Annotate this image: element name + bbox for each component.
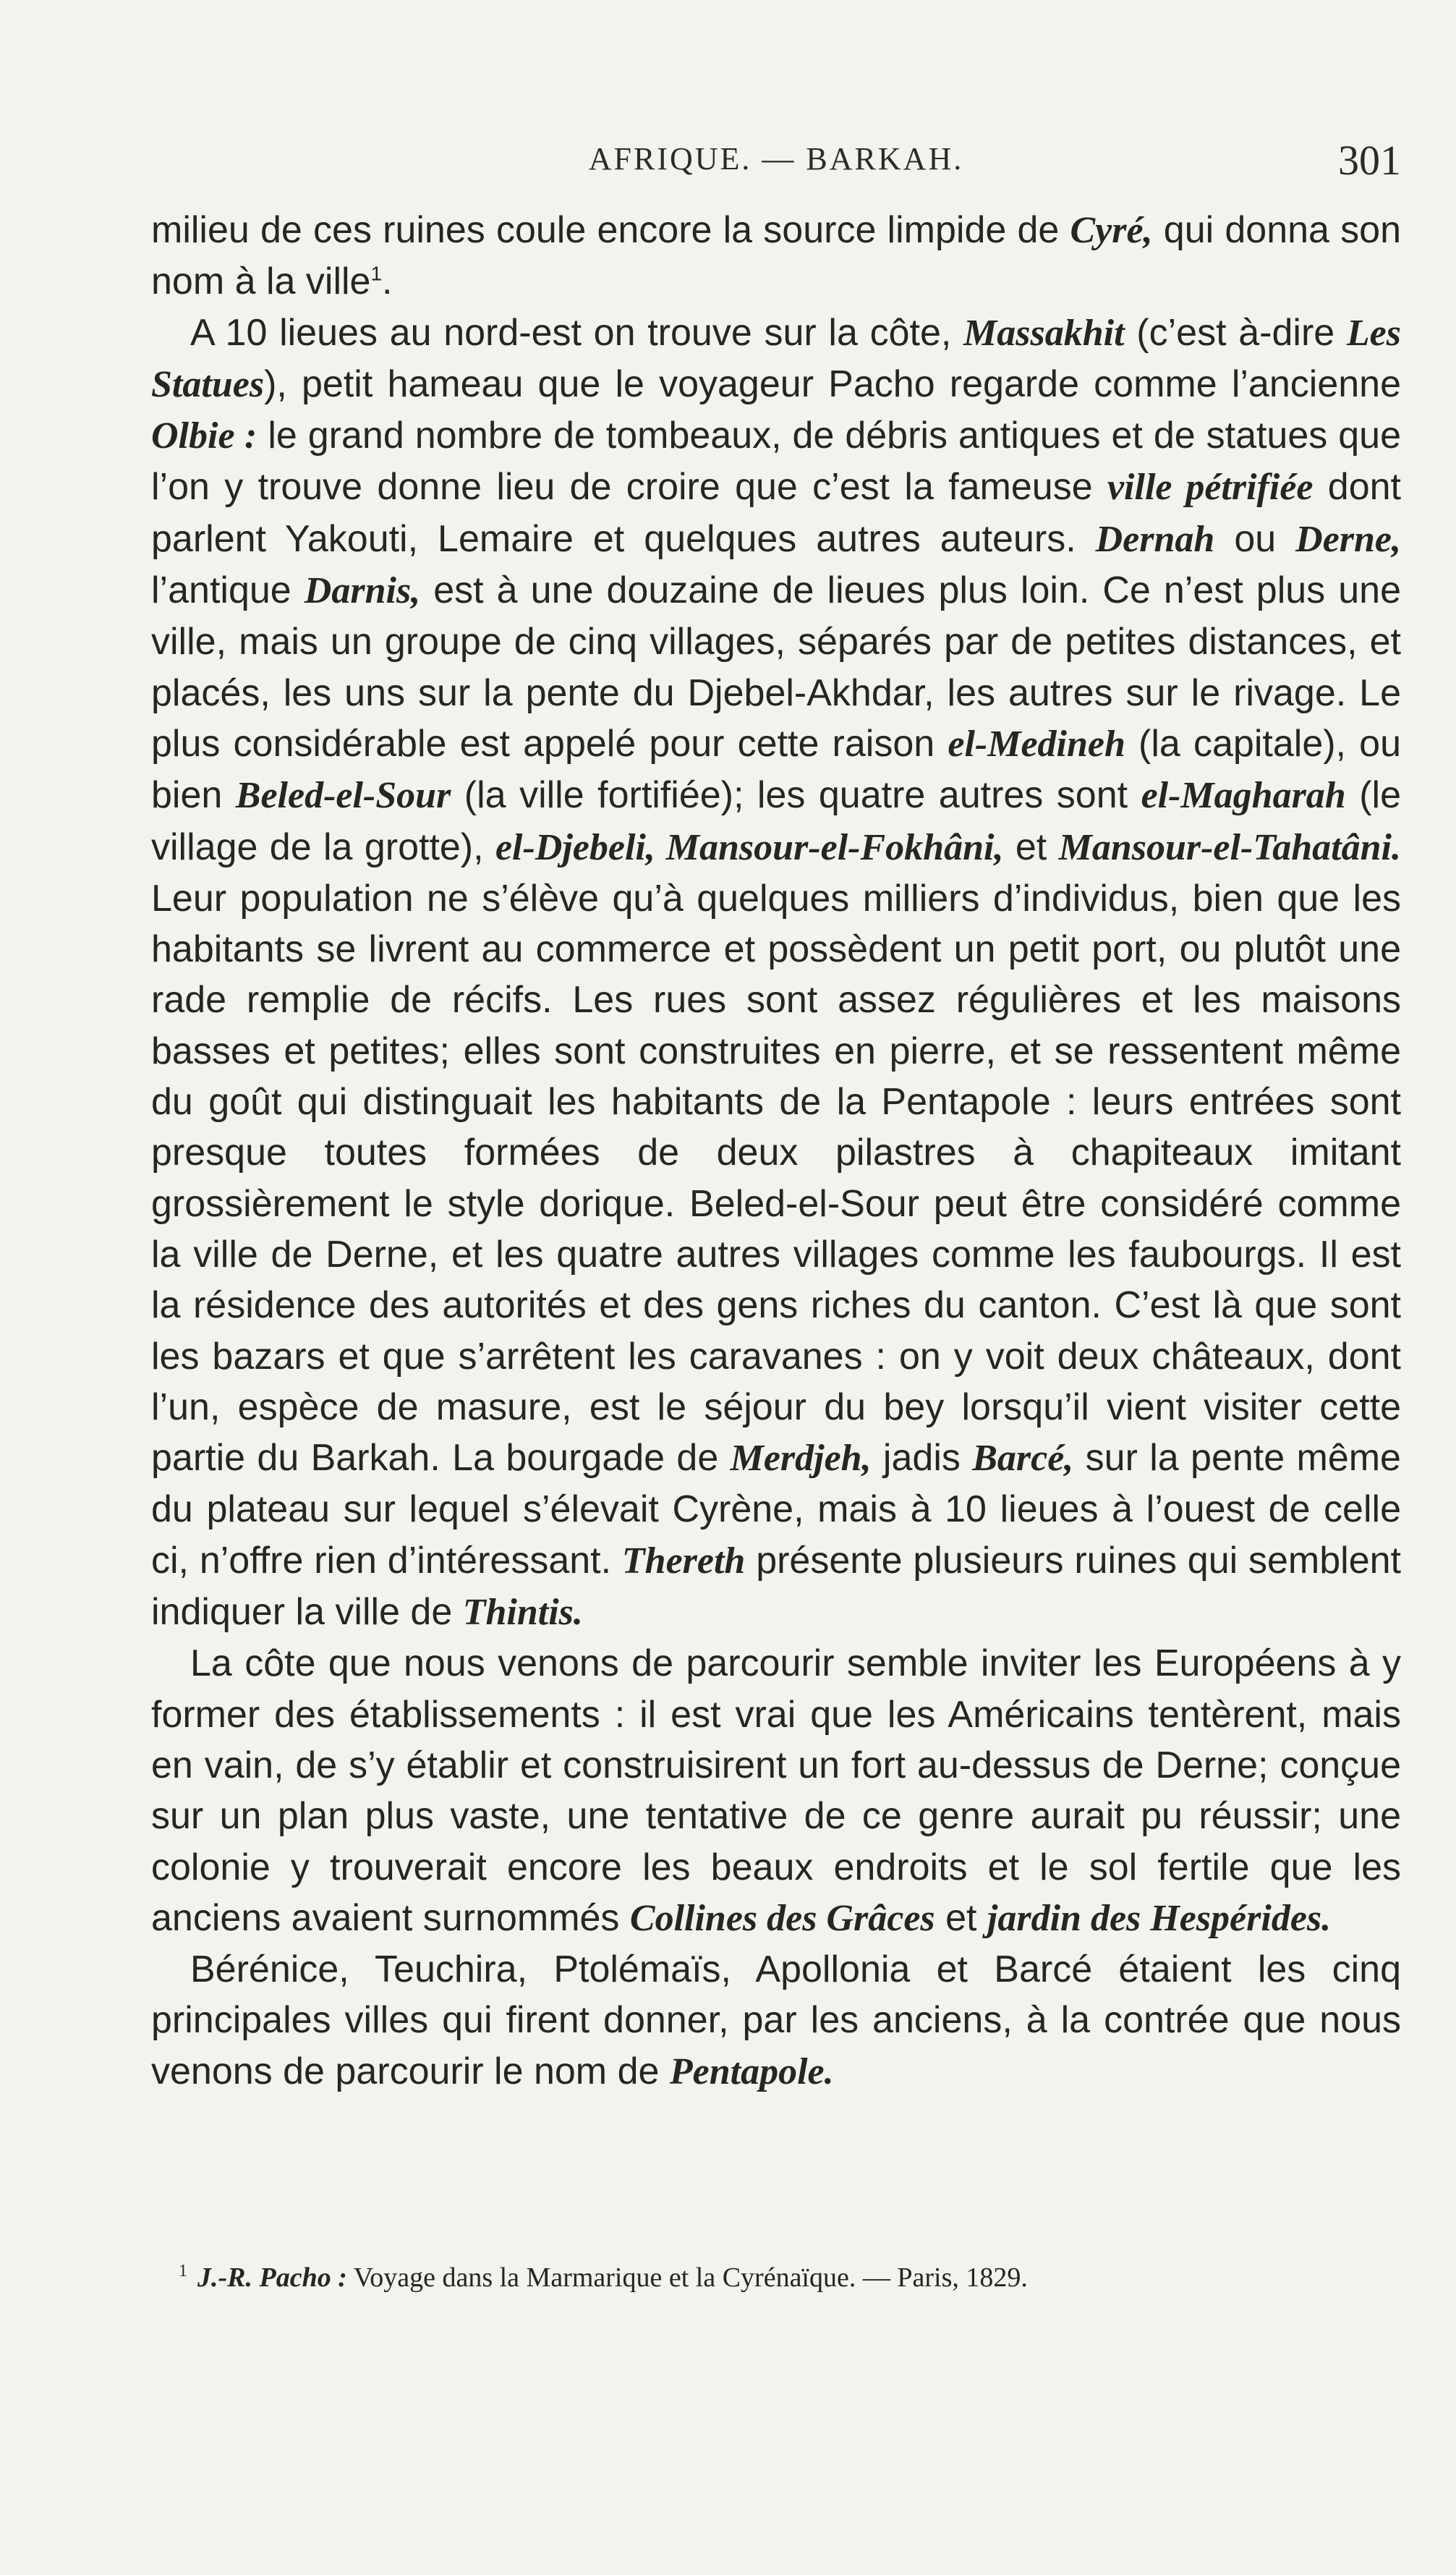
text-run: . xyxy=(382,260,393,303)
italic-place-name: el-Djebeli, Mansour-el-Fokhâni, xyxy=(495,826,1004,868)
italic-place-name: Mansour-el-Tahatâni. xyxy=(1058,826,1401,868)
footnote-reference[interactable]: 1 xyxy=(370,262,383,285)
italic-place-name: Merdjeh, xyxy=(730,1438,872,1480)
footnote-mark: 1 xyxy=(179,2262,187,2281)
text-run: (le village de la grotte), xyxy=(151,774,1401,868)
italic-place-name: Thereth xyxy=(621,1540,746,1582)
text-run: (c’est à-dire xyxy=(1124,311,1347,354)
text-run: ), petit hameau que le voyageur Pacho regarde comme l’ancienne xyxy=(264,362,1401,405)
italic-place-name: Massakhit xyxy=(963,312,1125,354)
italic-place-name: jardin des Hespérides. xyxy=(987,1897,1332,1939)
footnote xyxy=(179,2260,1401,2296)
text-run: et xyxy=(935,1896,987,1939)
italic-place-name: Cyré, xyxy=(1070,210,1153,251)
text-run: sur la pente même du plateau sur lequel s’élevait Cyrène, mais à 10 lieues à l’ouest de celle ci, n’offre rien d’intéressant. xyxy=(151,1437,1401,1582)
italic-place-name: Thintis. xyxy=(462,1592,583,1634)
paragraph-1 xyxy=(151,205,1401,307)
italic-place-name: Darnis, xyxy=(304,570,421,612)
italic-place-name: Beled-el-Sour xyxy=(235,775,451,817)
text-run: présente plusieurs ruines qui semblent indiquer la ville de xyxy=(151,1539,1401,1634)
text-run: ou xyxy=(1214,517,1296,560)
text-run: le grand nombre de tombeaux, de débris antiques et de statues que l’on y trouve donne lieu de croire que c’est la fameuse xyxy=(151,415,1401,509)
italic-place-name: ville pétrifiée xyxy=(1107,467,1314,509)
text-run: (la capitale), ou bien xyxy=(151,722,1402,817)
text-run: jadis xyxy=(871,1437,973,1480)
italic-place-name: Les Statues xyxy=(151,312,1401,405)
footnote-author: J.-R. Pacho : xyxy=(197,2262,347,2293)
page-number: 301 xyxy=(1338,137,1401,184)
body-text xyxy=(151,205,1401,2097)
paragraph-4 xyxy=(151,1944,1401,2097)
italic-place-name: Pentapole. xyxy=(669,2050,834,2092)
text-run: Bérénice, Teuchira, Ptolémaïs, Apollonia et Barcé étaient les cinq principales villes qui firent donner, par les anciens, à la contrée que nous venons de parcourir le nom de xyxy=(151,1948,1401,2092)
text-run: (la ville fortifiée); les quatre autres sont xyxy=(451,774,1141,817)
text-run: La côte que nous venons de parcourir semble inviter les Européens à y former des établissements : il est vrai que les Américains tentèrent, mais en vain, de s’y établir et construisirent un fort au-dessus de Derne; conçue sur un plan plus vaste, une tentative de ce genre aurait pu réussir; une colonie y trouverait encore les beaux endroits et le sol fertile que les anciens avaient surnommés xyxy=(151,1642,1401,1939)
italic-place-name: el-Medineh xyxy=(948,723,1125,765)
italic-place-name: Derne, xyxy=(1295,518,1402,560)
text-run: dont parlent Yakouti, Lemaire et quelques autres auteurs. xyxy=(151,466,1402,560)
italic-place-name: Olbie : xyxy=(151,415,257,457)
running-head xyxy=(151,136,1401,187)
paragraph-3 xyxy=(151,1638,1401,1944)
text-run: qui donna son nom à la ville xyxy=(151,209,1401,303)
text-run: A 10 lieues au nord-est on trouve sur la côte, xyxy=(190,311,964,354)
running-head-title: AFRIQUE. — BARKAH. xyxy=(588,141,964,177)
text-run: milieu de ces ruines coule encore la source limpide de xyxy=(151,209,1070,251)
italic-place-name: Collines des Grâces xyxy=(629,1897,935,1939)
text-run: Leur population ne s’élève qu’à quelques milliers d’individus, bien que les habitants se livrent au commerce et possèdent un petit port, ou plutôt une rade remplie de récifs. Les rues sont assez régulières et les maisons basses et petites; elles sont construites en pierre, et se ressentent même du goût qui distinguait les habitants de la Pentapole : leurs entrées sont presque toutes formées de deux pilastres à chapiteaux imitant grossièrement le style dorique. Beled-el-Sour peut être considéré comme la ville de Derne, et les quatre autres villages comme les faubourgs. Il est la résidence des autorités et des gens riches du canton. C’est là que sont les bazars et que s’arrêtent les caravanes : on y voit deux châteaux, dont l’un, espèce de masure, est le séjour du bey lorsqu’il vient visiter cette partie du Barkah. La bourgade de xyxy=(151,877,1401,1480)
text-run: et xyxy=(1003,826,1059,868)
italic-place-name: el-Magharah xyxy=(1141,775,1346,817)
text-run: l’antique xyxy=(151,569,305,612)
text-run: est à une douzaine de lieues plus loin. Ce n’est plus une ville, mais un groupe de cinq villages, séparés par de petites distances, et placés, les uns sur la pente du Djebel-Akhdar, les autres sur le rivage. Le plus considérable est appelé pour cette raison xyxy=(151,569,1401,765)
italic-place-name: Dernah xyxy=(1095,518,1215,560)
italic-place-name: Barcé, xyxy=(972,1438,1074,1480)
footnote-text: Voyage dans la Marmarique et la Cyrénaïque. — Paris, 1829. xyxy=(346,2262,1028,2293)
paragraph-2 xyxy=(151,307,1401,1639)
